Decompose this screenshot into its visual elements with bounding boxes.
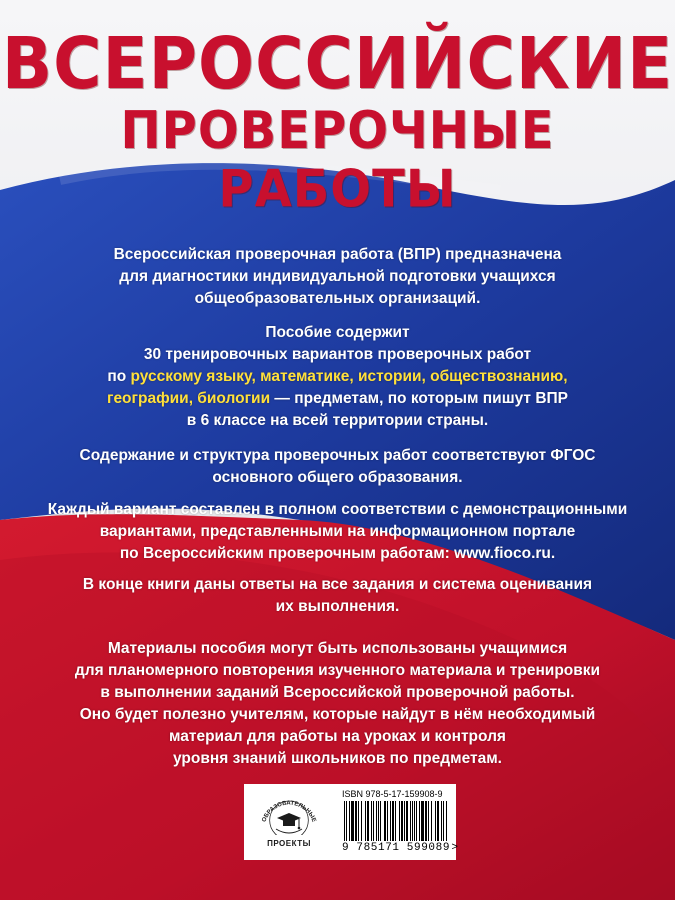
barcode-bar — [419, 801, 420, 841]
text-line: в 6 классе на всей территории страны. — [186, 412, 489, 429]
barcode-bar — [380, 801, 381, 841]
text-line: для планомерного повторения изученного материала и тренировки — [74, 662, 601, 679]
barcode-bar — [376, 801, 377, 841]
subjects-highlight: географии, биологии — [106, 390, 271, 407]
barcode-bar — [441, 801, 442, 841]
text-line: общеобразовательных организаций. — [194, 290, 481, 307]
subjects-highlight: русскому языку, математике, истории, обществознанию, — [130, 368, 568, 385]
barcode-bar — [378, 801, 379, 841]
barcode-bar — [410, 801, 411, 841]
barcode-bar — [435, 801, 436, 841]
title-line-2: ПРОВЕРОЧНЫЕ РАБОТЫ — [120, 100, 555, 220]
text-line: Всероссийская проверочная работа (ВПР) предназначена — [113, 246, 562, 263]
barcode-bar — [392, 801, 394, 841]
text-line: Материалы пособия могут быть использованы учащимися — [107, 640, 568, 657]
barcode-bar — [365, 801, 366, 841]
barcode-bar — [344, 801, 345, 841]
barcode-bar — [421, 801, 424, 841]
barcode-bar — [395, 801, 396, 841]
text-line: их выполнения. — [275, 598, 400, 615]
text-line: Оно будет полезно учителям, которые найдут в нём необходимый — [79, 706, 596, 723]
text-suffix: — предметам, по которым пишут ВПР — [270, 390, 568, 407]
text-line: для диагностики индивидуальной подготовки учащихся — [119, 268, 556, 285]
barcode-bar — [412, 801, 413, 841]
barcode-bars — [344, 801, 450, 841]
text-line: Содержание и структура проверочных работ соответствуют ФГОС — [79, 447, 596, 464]
title-line-1: ВСЕРОССИЙСКИЕ — [1, 21, 674, 106]
barcode-bar — [371, 801, 372, 841]
barcode-bar — [406, 801, 408, 841]
isbn-text: ISBN 978-5-17-159908-9 — [342, 789, 443, 799]
barcode-bar — [361, 801, 362, 841]
svg-text:ОБРАЗОВАТЕЛЬНЫЕ: ОБРАЗОВАТЕЛЬНЫЕ — [261, 800, 317, 824]
text-line — [20, 388, 655, 410]
ean-end-mark: > — [451, 842, 458, 854]
ean-digits: 9 785171 599089 — [342, 842, 451, 854]
text-prefix: по — [107, 368, 131, 385]
barcode-bar — [351, 801, 354, 841]
text-line: уровня знаний школьников по предметам. — [173, 750, 502, 767]
barcode-bar — [355, 801, 357, 841]
barcode-bar — [387, 801, 388, 841]
barcode-bar — [390, 801, 391, 841]
barcode-bar — [367, 801, 369, 841]
barcode-bar — [425, 801, 427, 841]
barcode-bar — [346, 801, 347, 841]
text-line: 30 тренировочных вариантов проверочных работ — [143, 346, 532, 363]
text-line: материал для работы на уроках и контроля — [169, 728, 506, 745]
barcode-bar — [399, 801, 400, 841]
logo-bottom-text: ПРОЕКТЫ — [267, 839, 311, 848]
barcode-bar — [349, 801, 350, 841]
text-line: вариантами, представленными на информационном портале — [99, 523, 576, 540]
barcode-bar — [416, 801, 417, 841]
barcode-bar — [414, 801, 415, 841]
paragraph-variants — [20, 499, 655, 565]
barcode-bar — [428, 801, 429, 841]
paragraph-usage — [20, 638, 655, 770]
barcode-bar — [384, 801, 386, 841]
barcode-bar — [358, 801, 359, 841]
barcode-bar — [431, 801, 432, 841]
paragraph-answers — [20, 574, 655, 618]
barcode-bar — [373, 801, 374, 841]
paragraph-fgos — [20, 445, 655, 489]
barcode-bar — [401, 801, 403, 841]
text-line: по Всероссийским проверочным работам: www.fioco.ru. — [119, 545, 556, 562]
text-line: в выполнении заданий Всероссийской проверочной работы. — [100, 684, 575, 701]
text-line: Пособие содержит — [265, 324, 410, 341]
text-line: В конце книги даны ответы на все задания и система оценивания — [82, 576, 593, 593]
barcode-bar — [443, 801, 444, 841]
barcode-bar — [437, 801, 439, 841]
barcode-bar — [446, 801, 447, 841]
isbn-barcode — [342, 789, 458, 857]
paragraph-intro — [20, 244, 655, 310]
text-line — [20, 366, 655, 388]
publisher-logo — [254, 789, 324, 857]
barcode-bar — [404, 801, 405, 841]
paragraph-contents — [20, 322, 655, 432]
text-line: основного общего образования. — [212, 469, 463, 486]
text-line: Каждый вариант составлен в полном соответствии с демонстрационными — [47, 501, 628, 518]
graduate-cap-icon — [254, 789, 324, 839]
